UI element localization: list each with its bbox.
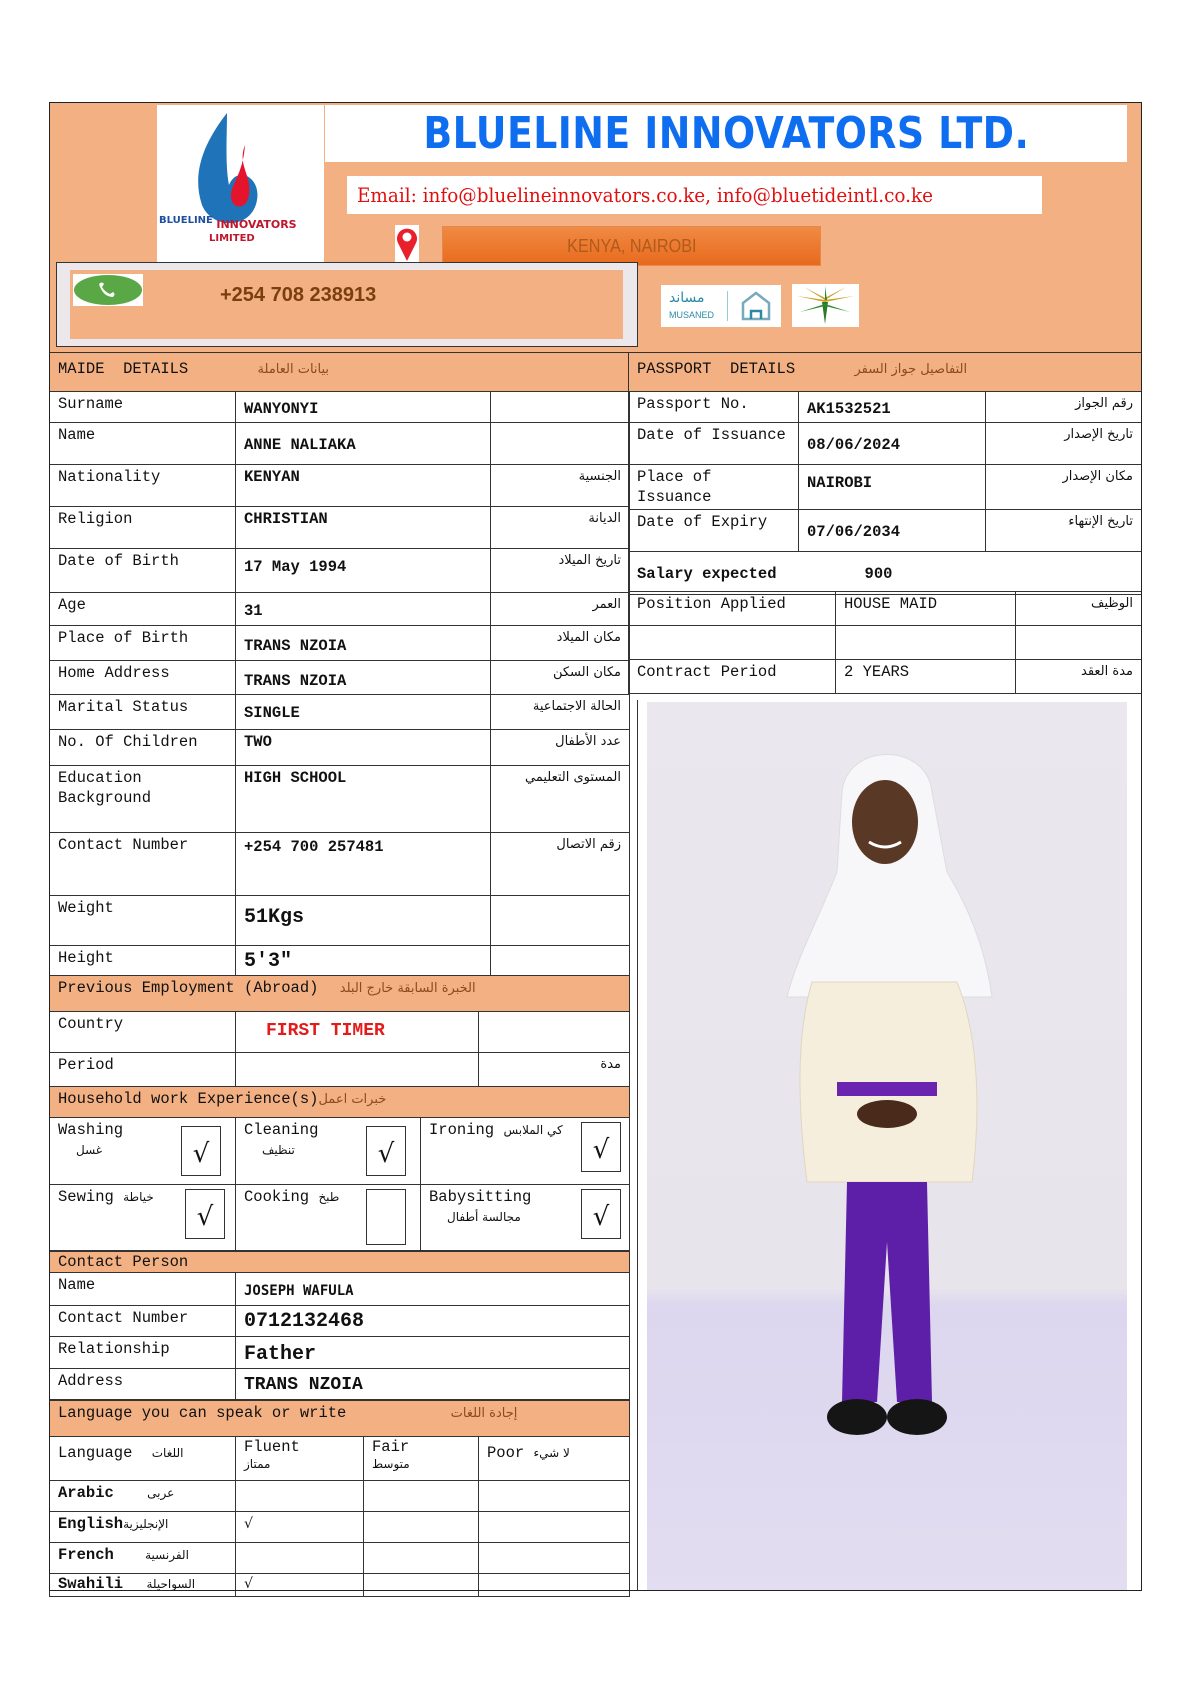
row-label: Date of Expiry bbox=[629, 510, 799, 552]
location-text: KENYA, NAIROBI bbox=[566, 235, 697, 256]
logo-text-blueline: BLUELINE bbox=[159, 215, 213, 226]
row-value: 07/06/2034 bbox=[799, 510, 986, 552]
item-label: Washing bbox=[58, 1121, 124, 1139]
languages-title-ar: إجادة اللغات bbox=[450, 1406, 518, 1421]
company-title: BLUELINE INNOVATORS LTD. bbox=[422, 108, 1030, 159]
item-label-ar: مجالسة أطفال bbox=[447, 1210, 521, 1224]
row-label-ar: الديانة bbox=[491, 507, 630, 549]
contact-address-label: Address bbox=[50, 1369, 236, 1400]
row-value: 17 May 1994 bbox=[236, 549, 491, 593]
fluent-cell[interactable]: √ bbox=[236, 1574, 364, 1597]
row-label-ar: الحالة الاجتماعية bbox=[491, 695, 630, 730]
previous-employment-title-ar: الخبرة السابقة خارج البلد bbox=[339, 981, 476, 996]
washing-checkbox[interactable]: √ bbox=[181, 1126, 221, 1176]
item-label-ar: تنظيف bbox=[262, 1143, 295, 1157]
row-label: Home Address bbox=[50, 661, 236, 695]
row-value: 31 bbox=[236, 593, 491, 626]
ironing-checkbox[interactable]: √ bbox=[581, 1122, 621, 1172]
row-value: AK1532521 bbox=[799, 392, 986, 423]
contact-relationship-value: Father bbox=[236, 1337, 630, 1369]
lang-col-header-ar: اللغات bbox=[151, 1446, 184, 1460]
item-label-ar: خياطة bbox=[123, 1190, 154, 1204]
sewing-checkbox[interactable]: √ bbox=[185, 1189, 225, 1239]
position-label-ar: الوظيف bbox=[1016, 592, 1142, 626]
poor-col-header-ar: لا شيء bbox=[533, 1446, 570, 1460]
contact-name-label: Name bbox=[50, 1273, 236, 1306]
fluent-cell[interactable]: √ bbox=[236, 1512, 364, 1543]
row-value: TRANS NZOIA bbox=[236, 661, 491, 695]
row-label: Place of Issuance bbox=[629, 465, 799, 510]
fluent-col-header-ar: ممتاز bbox=[244, 1457, 271, 1471]
item-label: Ironing bbox=[429, 1121, 495, 1139]
row-value: KENYAN bbox=[236, 465, 491, 507]
household-title: Household work Experience(s) bbox=[58, 1090, 319, 1108]
item-label: Cleaning bbox=[244, 1121, 319, 1139]
country-value: FIRST TIMER bbox=[236, 1012, 479, 1053]
row-label-ar: مكان الإصدار bbox=[986, 465, 1142, 510]
row-label-ar: تاريخ الميلاد bbox=[491, 549, 630, 593]
row-value: +254 700 257481 bbox=[236, 833, 491, 896]
row-label-ar: زقم الاتصال bbox=[491, 833, 630, 896]
row-label: Name bbox=[50, 423, 236, 465]
row-label: Education Background bbox=[50, 766, 236, 833]
form-border bbox=[49, 102, 1142, 1591]
fair-col-header: Fair bbox=[372, 1438, 410, 1456]
item-label-ar: غسل bbox=[76, 1143, 103, 1157]
email-text[interactable]: Email: info@bluelineinnovators.co.ke, info@bluetideintl.co.ke bbox=[357, 183, 934, 207]
item-label: Sewing bbox=[58, 1188, 114, 1206]
row-value: 08/06/2024 bbox=[799, 423, 986, 465]
row-label: Age bbox=[50, 593, 236, 626]
item-label-ar: كي الملابس bbox=[503, 1123, 563, 1137]
item-label-ar: طبخ bbox=[318, 1190, 340, 1204]
language-name-ar: الإنجليزية bbox=[123, 1517, 169, 1531]
item-label: Cooking bbox=[244, 1188, 310, 1206]
row-label: Passport No. bbox=[629, 392, 799, 423]
row-label-ar: المستوى التعليمي bbox=[491, 766, 630, 833]
contract-label: Contract Period bbox=[629, 660, 836, 694]
lang-col-header: Language bbox=[58, 1444, 133, 1462]
babysitting-checkbox[interactable]: √ bbox=[581, 1189, 621, 1239]
row-label: Date of Issuance bbox=[629, 423, 799, 465]
position-label: Position Applied bbox=[629, 592, 836, 626]
row-value: ANNE NALIAKA bbox=[236, 423, 491, 465]
language-name: French bbox=[58, 1546, 114, 1564]
period-label: Period bbox=[50, 1053, 236, 1087]
row-label-ar: الجنسية bbox=[491, 465, 630, 507]
passport-section-title-ar: التفاصيل جواز السفر bbox=[854, 362, 968, 377]
contact-number-value: 0712132468 bbox=[236, 1306, 630, 1337]
row-value: SINGLE bbox=[236, 695, 491, 730]
language-name: Swahili bbox=[58, 1575, 124, 1593]
poor-col-header: Poor bbox=[487, 1444, 525, 1462]
row-label: Nationality bbox=[50, 465, 236, 507]
fair-col-header-ar: متوسط bbox=[372, 1457, 410, 1471]
musaned-text: MUSANED bbox=[669, 310, 715, 320]
row-label: Contact Number bbox=[50, 833, 236, 896]
item-label: Babysitting bbox=[429, 1188, 532, 1206]
previous-employment-title: Previous Employment (Abroad) bbox=[58, 979, 319, 997]
position-value: HOUSE MAID bbox=[836, 592, 1016, 626]
row-value: HIGH SCHOOL bbox=[236, 766, 491, 833]
row-label: Date of Birth bbox=[50, 549, 236, 593]
languages-title: Language you can speak or write bbox=[58, 1404, 347, 1422]
salary-label: Salary expected bbox=[637, 565, 777, 583]
row-label: Height bbox=[50, 946, 236, 980]
contract-value: 2 YEARS bbox=[836, 660, 1016, 694]
row-value: WANYONYI bbox=[236, 392, 491, 423]
passport-section-title: PASSPORT DETAILS bbox=[637, 360, 796, 378]
language-name: English bbox=[58, 1515, 124, 1533]
row-label-ar: مكان السكن bbox=[491, 661, 630, 695]
row-value: 5'3" bbox=[236, 946, 491, 980]
row-label-ar: عدد الأطفال bbox=[491, 730, 630, 766]
row-label-ar: رقم الجواز bbox=[986, 392, 1142, 423]
language-name-ar: السواحيلة bbox=[146, 1577, 196, 1591]
row-value: TWO bbox=[236, 730, 491, 766]
row-label-ar: تاريخ الإصدار bbox=[986, 423, 1142, 465]
salary-value: 900 bbox=[864, 565, 893, 583]
fluent-col-header: Fluent bbox=[244, 1438, 300, 1456]
row-label: Place of Birth bbox=[50, 626, 236, 661]
phone-number[interactable]: +254 708 238913 bbox=[220, 284, 377, 306]
contract-label-ar: مدة العقد bbox=[1016, 660, 1142, 694]
logo-text-limited: LIMITED bbox=[209, 233, 255, 244]
row-label: Marital Status bbox=[50, 695, 236, 730]
row-value: CHRISTIAN bbox=[236, 507, 491, 549]
row-label-ar: تاريخ الإنتهاء bbox=[986, 510, 1142, 552]
contact-address-value: TRANS NZOIA bbox=[236, 1369, 630, 1400]
row-value: TRANS NZOIA bbox=[236, 626, 491, 661]
logo-text-innovators: INNOVATORS bbox=[216, 218, 297, 231]
row-label: Religion bbox=[50, 507, 236, 549]
contact-name-value: JOSEPH WAFULA bbox=[236, 1273, 630, 1306]
contact-relationship-label: Relationship bbox=[50, 1337, 236, 1369]
language-name: Arabic bbox=[58, 1484, 114, 1502]
cleaning-checkbox[interactable]: √ bbox=[366, 1126, 406, 1176]
row-value: NAIROBI bbox=[799, 465, 986, 510]
row-label: Weight bbox=[50, 896, 236, 946]
country-label: Country bbox=[50, 1012, 236, 1053]
contact-person-title: Contact Person bbox=[50, 1252, 630, 1273]
contact-number-label: Contact Number bbox=[50, 1306, 236, 1337]
row-value: 51Kgs bbox=[236, 896, 491, 946]
language-name-ar: الفرنسية bbox=[145, 1548, 189, 1562]
maid-section-title: MAIDE DETAILS bbox=[58, 360, 189, 378]
musaned-arabic: مساند bbox=[669, 290, 705, 306]
row-label: Surname bbox=[50, 392, 236, 423]
row-label: No. Of Children bbox=[50, 730, 236, 766]
household-title-ar: خبرات اعمل bbox=[318, 1092, 387, 1107]
language-name-ar: عربى bbox=[147, 1486, 175, 1500]
row-label-ar: مكان الميلاد bbox=[491, 626, 630, 661]
maid-section-title-ar: بيانات العاملة bbox=[257, 362, 330, 377]
row-label-ar: العمر bbox=[491, 593, 630, 626]
period-label-ar: مدة bbox=[479, 1053, 630, 1087]
